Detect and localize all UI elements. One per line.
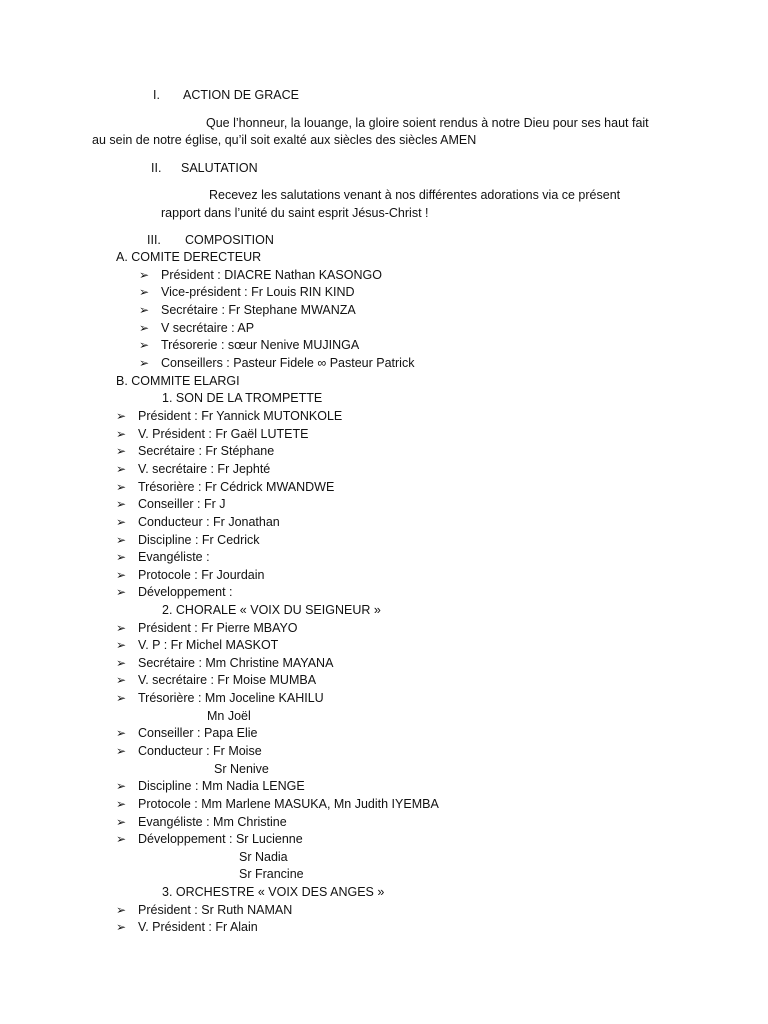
arrow-bullet-icon: ➢ (116, 815, 127, 829)
arrow-bullet-icon: ➢ (116, 920, 127, 934)
arrow-bullet-icon: ➢ (116, 656, 127, 670)
arrow-bullet-icon: ➢ (116, 462, 127, 476)
list-item: ➢ V. secrétaire : Fr Jephté (116, 462, 271, 476)
list-item: ➢ V. Président : Fr Gaël LUTETE (116, 427, 309, 441)
arrow-bullet-icon: ➢ (116, 903, 127, 917)
arrow-bullet-icon: ➢ (139, 303, 150, 317)
salutation-text-line1: Recevez les salutations venant à nos différentes adorations via ce présent (209, 188, 621, 202)
list-item: ➢ V secrétaire : AP (139, 321, 255, 335)
list-item: ➢ Trésorerie : sœur Nenive MUJINGA (139, 338, 360, 352)
chorale-heading: 2. CHORALE « VOIX DU SEIGNEUR » (162, 603, 381, 617)
section-heading-action-de-grace: I. ACTION DE GRACE (153, 88, 299, 102)
arrow-bullet-icon: ➢ (116, 691, 127, 705)
comite-directeur-heading: A. COMITE DERECTEUR (116, 250, 262, 264)
comite-elargi-heading: B. COMMITE ELARGI (116, 374, 240, 388)
list-item: ➢ Protocole : Fr Jourdain (116, 568, 265, 582)
tresoriere-continuation: Mn Joël (207, 709, 251, 723)
list-item: ➢ Conseillers : Pasteur Fidele ∞ Pasteur Patrick (139, 356, 415, 370)
list-item: ➢ Discipline : Fr Cedrick (116, 533, 260, 547)
list-item: ➢ Discipline : Mm Nadia LENGE (116, 779, 305, 793)
arrow-bullet-icon: ➢ (116, 779, 127, 793)
list-item: ➢ Développement : Sr Lucienne (116, 832, 303, 846)
list-item: ➢ Secrétaire : Fr Stéphane (116, 444, 275, 458)
section-heading-salutation: II. SALUTATION (151, 161, 258, 175)
list-item: ➢ Evangéliste : Mm Christine (116, 815, 287, 829)
list-item: ➢ Conseiller : Papa Elie (116, 726, 258, 740)
action-de-grace-text-line1: Que l’honneur, la louange, la gloire soient rendus à notre Dieu pour ses haut fait (206, 116, 649, 130)
list-item: ➢ Développement : (116, 585, 233, 599)
list-item: ➢ Secrétaire : Fr Stephane MWANZA (139, 303, 356, 317)
list-item: ➢ Conducteur : Fr Moise (116, 744, 262, 758)
list-item: ➢ Trésorière : Fr Cédrick MWANDWE (116, 480, 335, 494)
list-item: ➢ Trésorière : Mm Joceline KAHILU (116, 691, 324, 705)
arrow-bullet-icon: ➢ (116, 480, 127, 494)
orchestre-heading: 3. ORCHESTRE « VOIX DES ANGES » (162, 885, 385, 899)
list-item: ➢ V. Président : Fr Alain (116, 920, 258, 934)
arrow-bullet-icon: ➢ (139, 285, 150, 299)
list-item: ➢ Conseiller : Fr J (116, 497, 226, 511)
developpement-continuation-1: Sr Nadia (239, 850, 288, 864)
arrow-bullet-icon: ➢ (139, 321, 150, 335)
arrow-bullet-icon: ➢ (116, 568, 127, 582)
arrow-bullet-icon: ➢ (116, 550, 127, 564)
arrow-bullet-icon: ➢ (116, 444, 127, 458)
list-item: ➢ Président : Fr Yannick MUTONKOLE (116, 409, 343, 423)
arrow-bullet-icon: ➢ (139, 268, 150, 282)
arrow-bullet-icon: ➢ (116, 585, 127, 599)
list-item: ➢ V. P : Fr Michel MASKOT (116, 638, 279, 652)
list-item: ➢ Président : Fr Pierre MBAYO (116, 621, 298, 635)
son-trompette-heading: 1. SON DE LA TROMPETTE (162, 391, 323, 405)
arrow-bullet-icon: ➢ (139, 356, 150, 370)
list-item: ➢ Secrétaire : Mm Christine MAYANA (116, 656, 334, 670)
salutation-text-line2: rapport dans l’unité du saint esprit Jésus-Christ ! (161, 206, 429, 220)
section-heading-composition: III. COMPOSITION (147, 233, 274, 247)
arrow-bullet-icon: ➢ (116, 726, 127, 740)
arrow-bullet-icon: ➢ (139, 338, 150, 352)
list-item: ➢ Conducteur : Fr Jonathan (116, 515, 280, 529)
arrow-bullet-icon: ➢ (116, 409, 127, 423)
arrow-bullet-icon: ➢ (116, 673, 127, 687)
list-item: ➢ Président : DIACRE Nathan KASONGO (139, 268, 382, 282)
arrow-bullet-icon: ➢ (116, 497, 127, 511)
action-de-grace-text-line2: au sein de notre église, qu’il soit exalté aux siècles des siècles AMEN (92, 133, 477, 147)
arrow-bullet-icon: ➢ (116, 515, 127, 529)
arrow-bullet-icon: ➢ (116, 638, 127, 652)
arrow-bullet-icon: ➢ (116, 621, 127, 635)
arrow-bullet-icon: ➢ (116, 797, 127, 811)
arrow-bullet-icon: ➢ (116, 427, 127, 441)
list-item: ➢ Protocole : Mm Marlene MASUKA, Mn Judith IYEMBA (116, 797, 439, 811)
arrow-bullet-icon: ➢ (116, 744, 127, 758)
conducteur-continuation: Sr Nenive (214, 762, 269, 776)
arrow-bullet-icon: ➢ (116, 832, 127, 846)
developpement-continuation-2: Sr Francine (239, 867, 304, 881)
arrow-bullet-icon: ➢ (116, 533, 127, 547)
list-item: ➢ Président : Sr Ruth NAMAN (116, 903, 293, 917)
list-item: ➢ Vice-président : Fr Louis RIN KIND (139, 285, 355, 299)
list-item: ➢ Evangéliste : (116, 550, 210, 564)
list-item: ➢ V. secrétaire : Fr Moise MUMBA (116, 673, 317, 687)
